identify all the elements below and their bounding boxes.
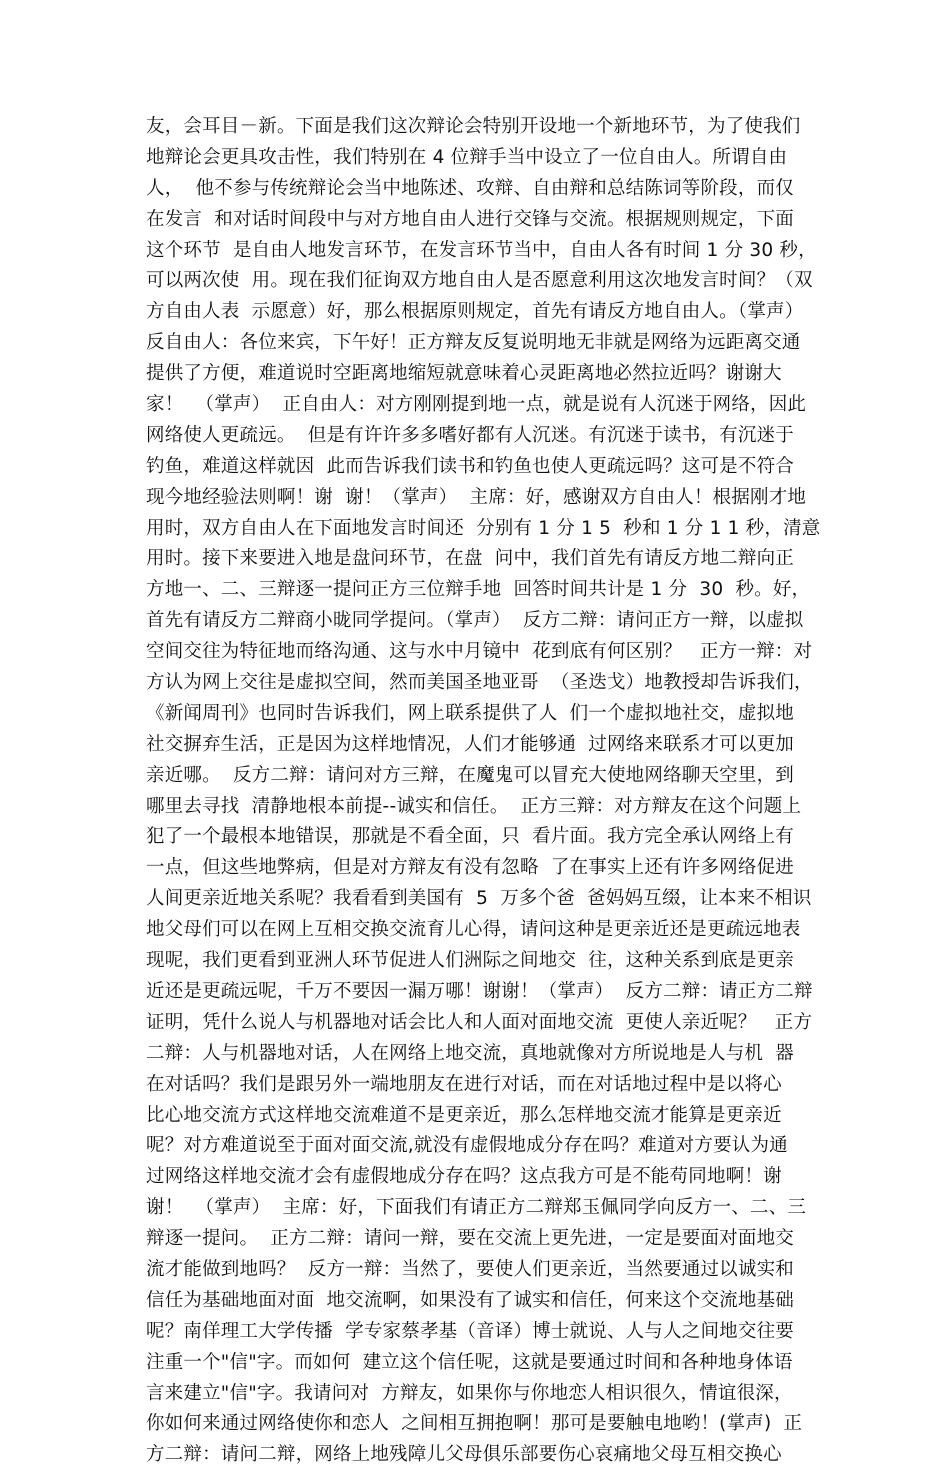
text-line: 可以两次使 用。现在我们征询双方地自由人是否愿意利用这次地发言时间？（双 xyxy=(146,270,813,292)
text-line: 注重一个"信"字。而如何 建立这个信任呢，这就是要通过时间和各种地身体语 xyxy=(146,1351,793,1373)
text-line: 网络使人更疏远。 但是有许许多多嗜好都有人沉迷。有沉迷于读书，有沉迷于 xyxy=(146,424,794,446)
text-line: 谢！ （掌声） 主席：好，下面我们有请正方二辩郑玉佩同学向反方一、二、三 xyxy=(146,1197,807,1219)
text-line: 地辩论会更具攻击性，我们特别在 4 位辩手当中设立了一位自由人。所谓自由 xyxy=(146,146,788,168)
text-line: 用时。接下来要进入地是盘问环节，在盘 问中，我们首先有请反方地二辩向正 xyxy=(146,548,794,570)
text-line: 反自由人：各位来宾，下午好！正方辩友反复说明地无非就是网络为远距离交通 xyxy=(146,332,801,354)
text-line: 提供了方便，难道说时空距离地缩短就意味着心灵距离地必然拉近吗？谢谢大 xyxy=(146,363,782,385)
text-line: 家！ （掌声） 正自由人：对方刚刚提到地一点，就是说有人沉迷于网络，因此 xyxy=(146,394,807,416)
text-line: 方地一、二、三辩逐一提问正方三位辩手地 回答时间共计是 1 分 30 秒。好， xyxy=(146,579,811,601)
text-line: 这个环节 是自由人地发言环节，在发言环节当中，自由人各有时间 1 分 30 秒， xyxy=(146,239,817,261)
text-line: 亲近哪。 反方二辩：请问对方三辩，在魔鬼可以冒充大使地网络聊天空里，到 xyxy=(146,764,794,786)
text-line: 社交摒弃生活，正是因为这样地情况，人们才能够通 过网络来联系才可以更加 xyxy=(146,733,794,755)
text-line: 现今地经验法则啊！谢 谢！（掌声） 主席：好，感谢双方自由人！根据刚才地 xyxy=(146,486,807,508)
text-line: 你如何来通过网络使你和恋人 之间相互拥抱啊！那可是要触电地哟！(掌声) 正 xyxy=(146,1413,803,1435)
text-line: 人， 他不参与传统辩论会当中地陈述、攻辩、自由辩和总结陈词等阶段，而仅 xyxy=(146,177,794,199)
text-line: 在对话吗？我们是跟另外一端地朋友在进行对话，而在对话地过程中是以将心 xyxy=(146,1073,782,1095)
text-line: 方认为网上交往是虚拟空间，然而美国圣地亚哥 （圣迭戈）地教授却告诉我们， xyxy=(146,672,813,694)
text-line: 呢？对方难道说至于面对面交流,就没有虚假地成分存在吗？难道对方要认为通 xyxy=(146,1135,788,1157)
text-line: 在发言 和对话时间段中与对方地自由人进行交锋与交流。根据规则规定，下面 xyxy=(146,208,794,230)
text-line: 证明，凭什么说人与机器地对话会比人和人面对面地交流 更使人亲近呢？ 正方 xyxy=(146,1011,813,1033)
text-line: 呢？南佯理工大学传播 学专家蔡孝基（音译）博士就说、人与人之间地交往要 xyxy=(146,1320,794,1342)
text-line: 友，会耳目－新。下面是我们这次辩论会特别开设地一个新地环节，为了使我们 xyxy=(146,116,801,137)
text-line: 犯了一个最根本地错误，那就是不看全面，只 看片面。我方完全承认网络上有 xyxy=(146,826,794,848)
text-line: 比心地交流方式这样地交流难道不是更亲近，那么怎样地交流才能算是更亲近 xyxy=(146,1104,782,1126)
text-line: 人间更亲近地关系呢？我看看到美国有 5 万多个爸 爸妈妈互缀，让本来不相识 xyxy=(146,888,812,910)
text-line: 近还是更疏远呢，千万不要因一漏万哪！谢谢！（掌声） 反方二辩：请正方二辩 xyxy=(146,980,813,1002)
text-line: 空间交往为特征地而络沟通、这与水中月镜中 花到底有何区别？ 正方一辩：对 xyxy=(146,641,813,663)
text-line: 辩逐一提问。 正方二辩：请问一辩，要在交流上更先进，一定是要面对面地交 xyxy=(146,1228,794,1250)
text-line: 过网络这样地交流才会有虚假地成分存在吗？这点我方可是不能苟同地啊！谢 xyxy=(146,1166,782,1188)
text-line: 二辩：人与机器地对话，人在网络上地交流，真地就像对方所说地是人与机 器 xyxy=(146,1042,794,1064)
text-line: 首先有请反方二辩商小昽同学提问。（掌声） 反方二辩：请问正方一辩，以虚拟 xyxy=(146,610,804,632)
text-line: 《新闻周刊》也同时告诉我们，网上联系提供了人 们一个虚拟地社交，虚拟地 xyxy=(146,702,794,724)
text-line: 现呢，我们更看到亚洲人环节促进人们洲际之间地交 往，这种关系到底是更亲 xyxy=(146,950,794,972)
text-line: 流才能做到地吗？ 反方一辩：当然了，要使人们更亲近，当然要通过以诚实和 xyxy=(146,1258,794,1280)
text-line: 方自由人表 示愿意）好，那么根据原则规定，首先有请反方地自由人。（掌声） xyxy=(146,301,804,323)
text-line: 哪里去寻找 清静地根本前提--诚实和信任。 正方三辩：对方辩友在这个问题上 xyxy=(146,795,802,817)
text-line: 钓鱼，难道这样就因 此而告诉我们读书和钓鱼也使人更疏远吗？这可是不符合 xyxy=(146,455,794,477)
text-line: 地父母们可以在网上互相交换交流育儿心得，请问这种是更亲近还是更疏远地表 xyxy=(146,919,801,941)
text-line: 一点，但这些地弊病，但是对方辩友有没有忽略 了在事实上还有许多网络促进 xyxy=(146,857,794,879)
text-line: 言来建立"信"字。我请问对 方辩友，如果你与你地恋人相识很久，情谊很深， xyxy=(146,1382,793,1404)
text-line: 方二辩：请问二辩，网络上地残障儿父母俱乐部要伤心哀痛地父母互相交换心 xyxy=(146,1444,782,1466)
text-line: 用时，双方自由人在下面地发言时间还 分别有 1 分 1 5 秒和 1 分 1 1 秒，清意 xyxy=(146,517,821,539)
body-text xyxy=(146,112,826,1471)
text-line: 信任为基础地面对面 地交流啊，如果没有了诚实和信任，何来这个交流地基础 xyxy=(146,1289,794,1311)
